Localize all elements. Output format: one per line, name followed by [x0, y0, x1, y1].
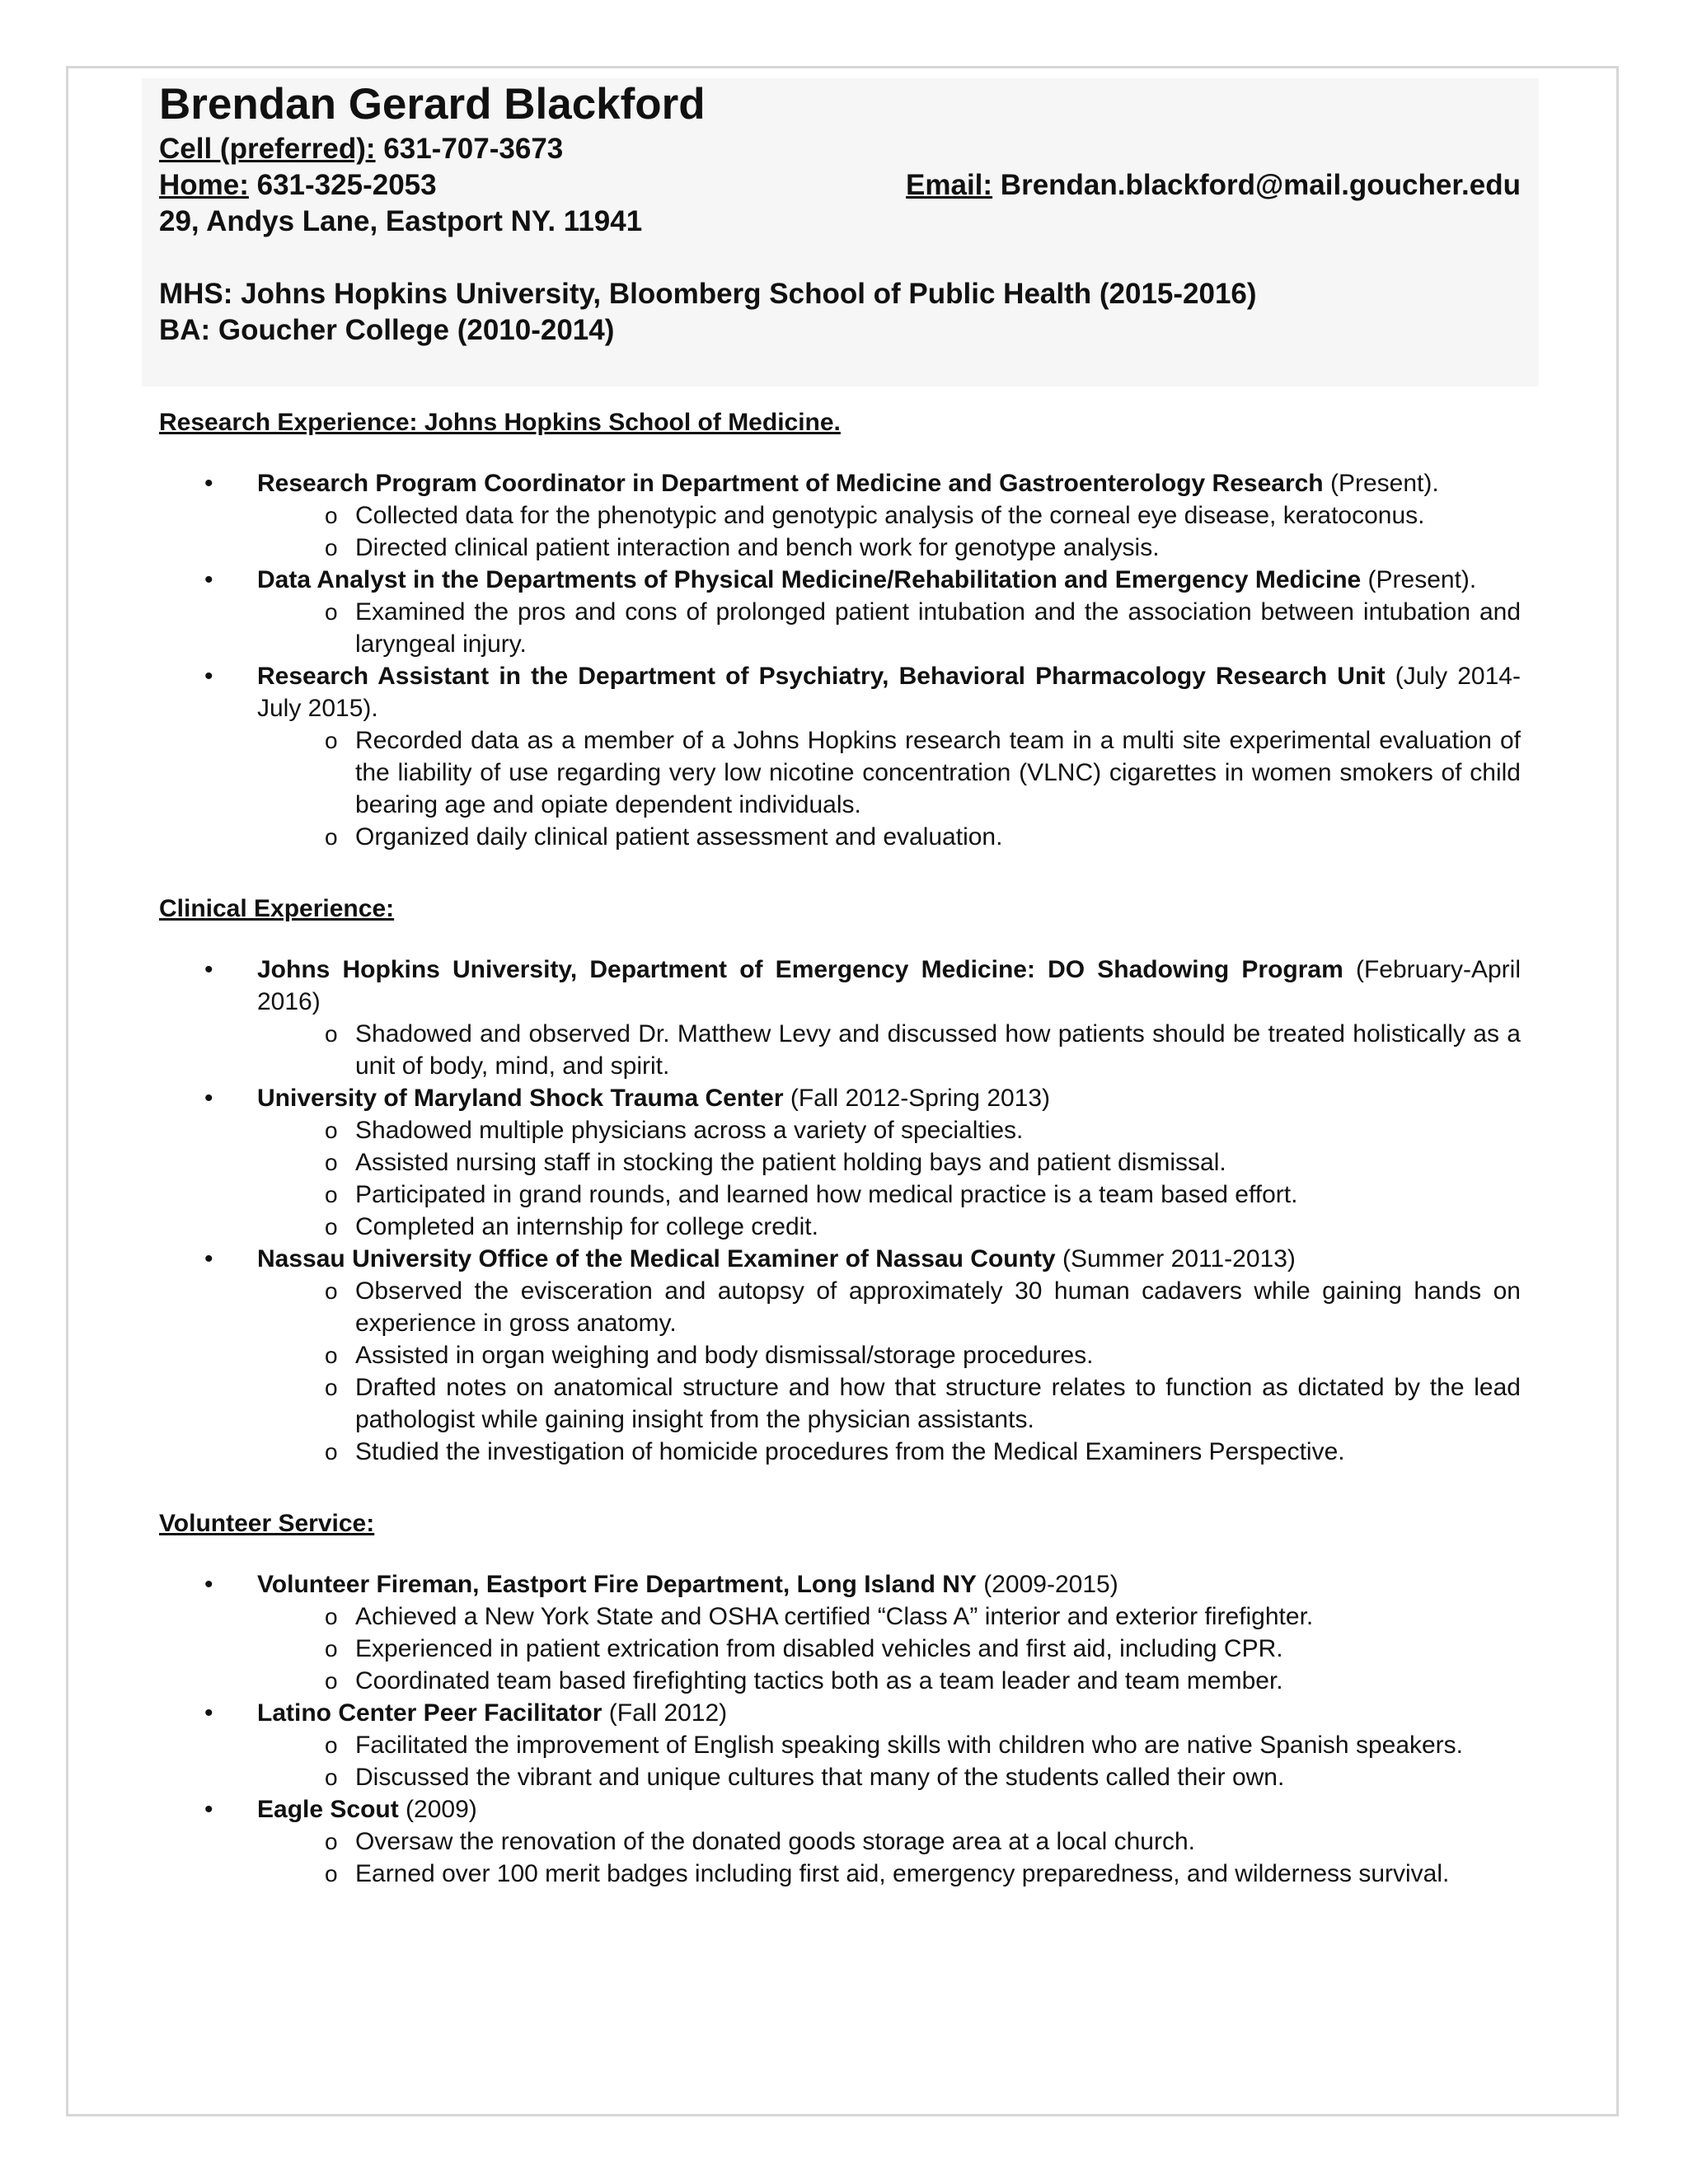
- entry-heading: [257, 1697, 1521, 1729]
- resume-header: [159, 78, 1521, 349]
- detail-item: o Examined the pros and cons of prolonged patient intubation and the association between intubation and laryngeal injury.: [257, 596, 1521, 660]
- research-list: [159, 467, 1521, 853]
- entry-details: [257, 1729, 1521, 1793]
- detail-item: o Organized daily clinical patient assessment and evaluation.: [257, 821, 1521, 853]
- entry: [159, 660, 1521, 853]
- entry-heading: [257, 1082, 1521, 1114]
- entry-details: [257, 1275, 1521, 1468]
- detail-item: o Directed clinical patient interaction and bench work for genotype analysis.: [257, 532, 1521, 564]
- home-value: 631-325-2053: [248, 169, 437, 201]
- detail-item: o Collected data for the phenotypic and genotypic analysis of the corneal eye disease, keratoconus.: [257, 499, 1521, 532]
- entry-date: (Fall 2012-Spring 2013): [783, 1085, 1051, 1112]
- entry: [159, 564, 1521, 660]
- entry-title: Research Assistant in the Department of Psychiatry, Behavioral Pharmacology Research Unit: [257, 663, 1386, 690]
- entry-details: [257, 1825, 1521, 1890]
- resume-content: [159, 78, 1521, 1890]
- entry-date: (2009): [398, 1796, 477, 1823]
- entry-date: (Present).: [1361, 566, 1477, 593]
- detail-item: o Earned over 100 merit badges including first aid, emergency preparedness, and wilderness survival.: [257, 1858, 1521, 1890]
- detail-item: o Assisted in organ weighing and body dismissal/storage procedures.: [257, 1339, 1521, 1371]
- detail-item: o Experienced in patient extrication from disabled vehicles and first aid, including CPR.: [257, 1633, 1521, 1665]
- entry-title: Data Analyst in the Departments of Physical Medicine/Rehabilitation and Emergency Medicine: [257, 566, 1362, 593]
- volunteer-section: [159, 1507, 1521, 1890]
- detail-item: o Achieved a New York State and OSHA certified “Class A” interior and exterior firefighter.: [257, 1601, 1521, 1633]
- entry-details: [257, 724, 1521, 853]
- entry-date: (Summer 2011-2013): [1055, 1245, 1296, 1272]
- entry-details: [257, 499, 1521, 564]
- entry-title: Volunteer Fireman, Eastport Fire Department, Long Island NY: [257, 1571, 977, 1598]
- email-value[interactable]: Brendan.blackford@mail.goucher.edu: [992, 169, 1521, 201]
- detail-item: o Shadowed multiple physicians across a variety of specialties.: [257, 1114, 1521, 1146]
- detail-item: o Facilitated the improvement of English speaking skills with children who are native Spanish speakers.: [257, 1729, 1521, 1761]
- entry-heading: [257, 1793, 1521, 1825]
- entry-title: Johns Hopkins University, Department of Emergency Medicine: DO Shadowing Program: [257, 956, 1343, 983]
- clinical-list: [159, 954, 1521, 1468]
- entry-details: [257, 1114, 1521, 1243]
- detail-item: o Oversaw the renovation of the donated goods storage area at a local church.: [257, 1825, 1521, 1858]
- entry-heading: [257, 660, 1521, 724]
- candidate-name: Brendan Gerard Blackford: [159, 80, 706, 129]
- entry-date: (Fall 2012): [602, 1699, 728, 1727]
- address: 29, Andys Lane, Eastport NY. 11941: [159, 205, 643, 237]
- detail-item: o Drafted notes on anatomical structure and how that structure relates to function as dictated by the lead pathologist while gaining insight from the physician assistants.: [257, 1371, 1521, 1436]
- volunteer-heading: Volunteer Service:: [159, 1510, 375, 1537]
- entry-heading: [257, 954, 1521, 1018]
- entry-heading: [257, 564, 1521, 596]
- entry: [159, 1243, 1521, 1468]
- detail-item: o Participated in grand rounds, and learned how medical practice is a team based effort.: [257, 1179, 1521, 1211]
- home-email-line: [159, 167, 1521, 204]
- entry: [159, 467, 1521, 564]
- entry-title: Latino Center Peer Facilitator: [257, 1699, 603, 1727]
- detail-item: o Assisted nursing staff in stocking the patient holding bays and patient dismissal.: [257, 1146, 1521, 1179]
- entry-date: (Present).: [1323, 470, 1439, 497]
- detail-item: o Shadowed and observed Dr. Matthew Levy and discussed how patients should be treated holistically as a unit of body, mind, and spirit.: [257, 1018, 1521, 1082]
- research-heading: Research Experience: Johns Hopkins School of Medicine.: [159, 409, 841, 436]
- detail-item: o Observed the evisceration and autopsy of approximately 30 human cadavers while gaining hands on experience in gross anatomy.: [257, 1275, 1521, 1339]
- entry: [159, 1697, 1521, 1793]
- home-label: Home:: [159, 169, 249, 201]
- research-section: [159, 406, 1521, 853]
- entry-details: [257, 1018, 1521, 1082]
- entry: [159, 1793, 1521, 1890]
- entry-heading: [257, 1243, 1521, 1275]
- entry-date: (2009-2015): [976, 1571, 1118, 1598]
- entry-details: [257, 596, 1521, 660]
- entry-heading: [257, 1568, 1521, 1601]
- entry-title: University of Maryland Shock Trauma Center: [257, 1085, 784, 1112]
- email-label: Email:: [906, 169, 993, 201]
- degree-ba: BA: Goucher College (2010-2014): [159, 314, 615, 346]
- clinical-section: [159, 893, 1521, 1468]
- cell-line: [159, 131, 1521, 167]
- detail-item: o Discussed the vibrant and unique cultures that many of the students called their own.: [257, 1761, 1521, 1793]
- detail-item: o Completed an internship for college credit.: [257, 1211, 1521, 1243]
- entry-details: [257, 1601, 1521, 1697]
- entry-heading: [257, 467, 1521, 499]
- entry-date: (February-April 2016): [257, 956, 1521, 1015]
- entry-title: Research Program Coordinator in Department of Medicine and Gastroenterology Research: [257, 470, 1324, 497]
- detail-item: o Recorded data as a member of a Johns Hopkins research team in a multi site experimental evaluation of the liability of use regarding very low nicotine concentration (VLNC) cigarettes in women smokers of child bearing age and opiate dependent individuals.: [257, 724, 1521, 821]
- clinical-heading: Clinical Experience:: [159, 895, 395, 922]
- degree-mhs: MHS: Johns Hopkins University, Bloomberg School of Public Health (2015-2016): [159, 278, 1257, 310]
- entry-date: (July 2014- July 2015).: [257, 663, 1521, 722]
- detail-item: o Coordinated team based firefighting tactics both as a team leader and team member.: [257, 1665, 1521, 1697]
- entry: [159, 1568, 1521, 1697]
- entry-title: Nassau University Office of the Medical Examiner of Nassau County: [257, 1245, 1056, 1272]
- volunteer-list: [159, 1568, 1521, 1890]
- cell-label: Cell (preferred):: [159, 133, 376, 165]
- entry: [159, 1082, 1521, 1243]
- entry-title: Eagle Scout: [257, 1796, 399, 1823]
- cell-value: 631-707-3673: [375, 133, 564, 165]
- entry: [159, 954, 1521, 1082]
- detail-item: o Studied the investigation of homicide procedures from the Medical Examiners Perspective.: [257, 1436, 1521, 1468]
